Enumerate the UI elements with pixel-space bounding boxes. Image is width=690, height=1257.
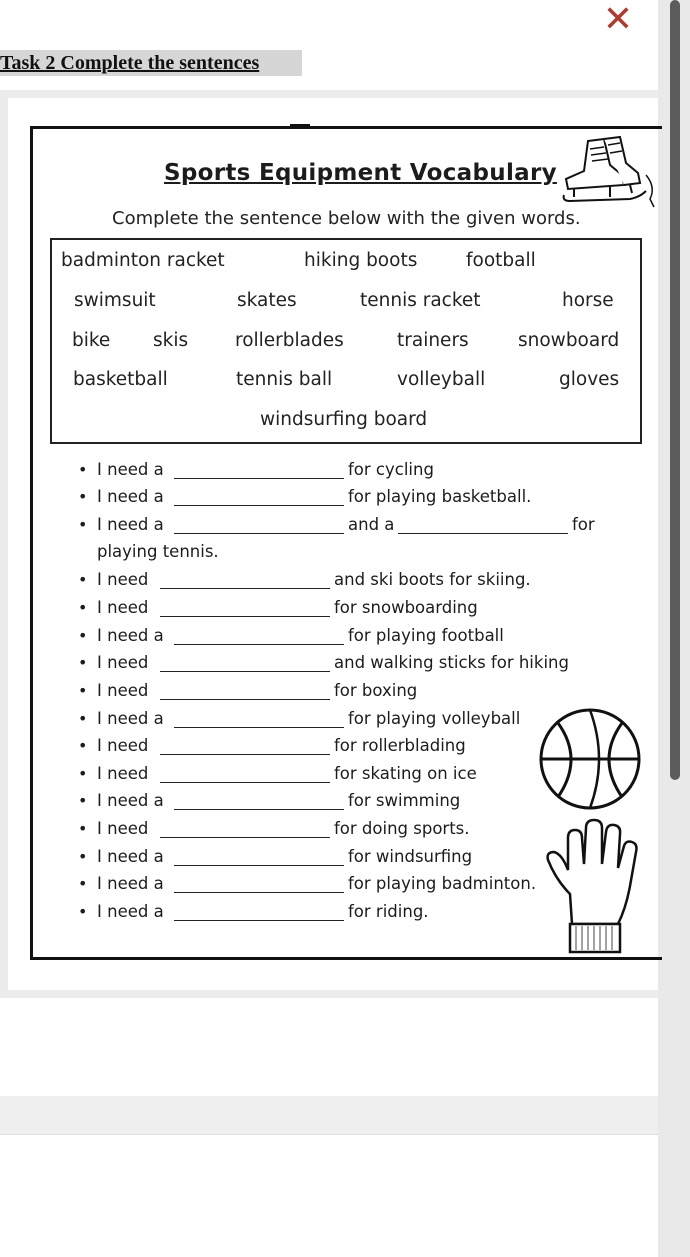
answer-blank[interactable] — [160, 782, 330, 783]
answer-blank[interactable] — [174, 644, 344, 645]
answer-blank[interactable] — [160, 671, 330, 672]
sentence-lead: I need — [97, 681, 149, 700]
glove-icon — [542, 816, 646, 956]
answer-blank[interactable] — [174, 727, 344, 728]
answer-blank[interactable] — [174, 892, 344, 893]
word-bank-item: volleyball — [397, 369, 486, 390]
answer-blank[interactable] — [160, 699, 330, 700]
sentence-lead: I need a — [97, 791, 164, 810]
sentence-tail: for snowboarding — [334, 598, 478, 617]
answer-blank[interactable] — [174, 920, 344, 921]
sentence-lead: I need a — [97, 709, 164, 728]
sentence-tail: and ski boots for skiing. — [334, 570, 531, 589]
border-accent — [290, 124, 310, 129]
sentence-lead: I need a — [97, 460, 164, 479]
sentence-tail: for boxing — [334, 681, 418, 700]
page-divider-line — [0, 1134, 658, 1135]
sentence-lead: I need — [97, 819, 149, 838]
bullet: • — [78, 653, 88, 672]
sentence-tail: for playing basketball. — [348, 487, 532, 506]
word-bank-item: skis — [153, 330, 189, 351]
sentence-lead: I need a — [97, 902, 164, 921]
answer-blank[interactable] — [160, 754, 330, 755]
word-bank-item: rollerblades — [235, 330, 344, 351]
sentence-lead: I need a — [97, 487, 164, 506]
sentence-tail: for swimming — [348, 791, 461, 810]
bullet: • — [78, 819, 88, 838]
word-bank-item: hiking boots — [304, 250, 418, 271]
word-bank-item: badminton racket — [61, 250, 225, 271]
close-button[interactable] — [598, 2, 638, 38]
bullet: • — [78, 570, 88, 589]
bullet: • — [78, 874, 88, 893]
word-bank-item: swimsuit — [74, 290, 156, 311]
sentence-tail: for playing volleyball — [348, 709, 521, 728]
sentence-tail: for riding. — [348, 902, 429, 921]
sentence-lead: I need a — [97, 874, 164, 893]
word-bank-item: tennis ball — [236, 369, 333, 390]
word-bank-item: gloves — [559, 369, 620, 390]
answer-blank[interactable] — [160, 837, 330, 838]
bullet: • — [78, 847, 88, 866]
word-bank-item: tennis racket — [360, 290, 481, 311]
word-bank-item: basketball — [73, 369, 168, 390]
sentence-lead: I need — [97, 764, 149, 783]
word-bank-item: football — [466, 250, 536, 271]
basketball-icon — [538, 707, 642, 811]
bullet: • — [78, 487, 88, 506]
bullet: • — [78, 515, 88, 534]
word-bank-item: snowboard — [518, 330, 620, 351]
word-bank-box — [50, 238, 642, 444]
sentence-lead: I need a — [97, 626, 164, 645]
answer-blank[interactable] — [398, 533, 568, 534]
sentence-mid: and a — [348, 515, 395, 534]
bullet: • — [78, 681, 88, 700]
bullet: • — [78, 598, 88, 617]
task-title: Task 2 Complete the sentences — [0, 52, 260, 74]
sentence-continuation: playing tennis. — [97, 542, 219, 561]
sentence-tail: for windsurfing — [348, 847, 473, 866]
bullet: • — [78, 460, 88, 479]
bullet: • — [78, 764, 88, 783]
sentence-tail: for rollerblading — [334, 736, 466, 755]
word-bank-item: skates — [237, 290, 297, 311]
sentence-lead: I need a — [97, 515, 164, 534]
bullet: • — [78, 736, 88, 755]
word-bank-item: bike — [72, 330, 111, 351]
worksheet-subtitle: Complete the sentence below with the given words. — [112, 208, 581, 229]
page-divider — [0, 1096, 658, 1134]
word-bank-item: horse — [562, 290, 614, 311]
sentence-lead: I need — [97, 598, 149, 617]
sentence-tail: for skating on ice — [334, 764, 477, 783]
bullet: • — [78, 791, 88, 810]
sentence-tail: for doing sports. — [334, 819, 470, 838]
answer-blank[interactable] — [160, 616, 330, 617]
answer-blank[interactable] — [174, 809, 344, 810]
bullet: • — [78, 902, 88, 921]
sentence-lead: I need a — [97, 847, 164, 866]
answer-blank[interactable] — [174, 505, 344, 506]
sentence-lead: I need — [97, 653, 149, 672]
bullet: • — [78, 626, 88, 645]
sentence-tail: for cycling — [348, 460, 434, 479]
sentence-lead: I need — [97, 570, 149, 589]
sentence-tail: for playing badminton. — [348, 874, 537, 893]
sentence-tail: for — [572, 515, 595, 534]
answer-blank[interactable] — [174, 865, 344, 866]
word-bank-item: windsurfing board — [260, 409, 428, 430]
sentence-lead: I need — [97, 736, 149, 755]
answer-blank[interactable] — [174, 478, 344, 479]
sentence-tail: and walking sticks for hiking — [334, 653, 569, 672]
word-bank-item: trainers — [397, 330, 469, 351]
answer-blank[interactable] — [174, 533, 344, 534]
worksheet-title: Sports Equipment Vocabulary — [164, 160, 557, 186]
close-icon: ✕ — [602, 0, 634, 40]
scrollbar-thumb[interactable] — [670, 0, 680, 780]
answer-blank[interactable] — [160, 588, 330, 589]
ice-skates-icon — [560, 135, 660, 215]
bullet: • — [78, 709, 88, 728]
sentence-tail: for playing football — [348, 626, 504, 645]
